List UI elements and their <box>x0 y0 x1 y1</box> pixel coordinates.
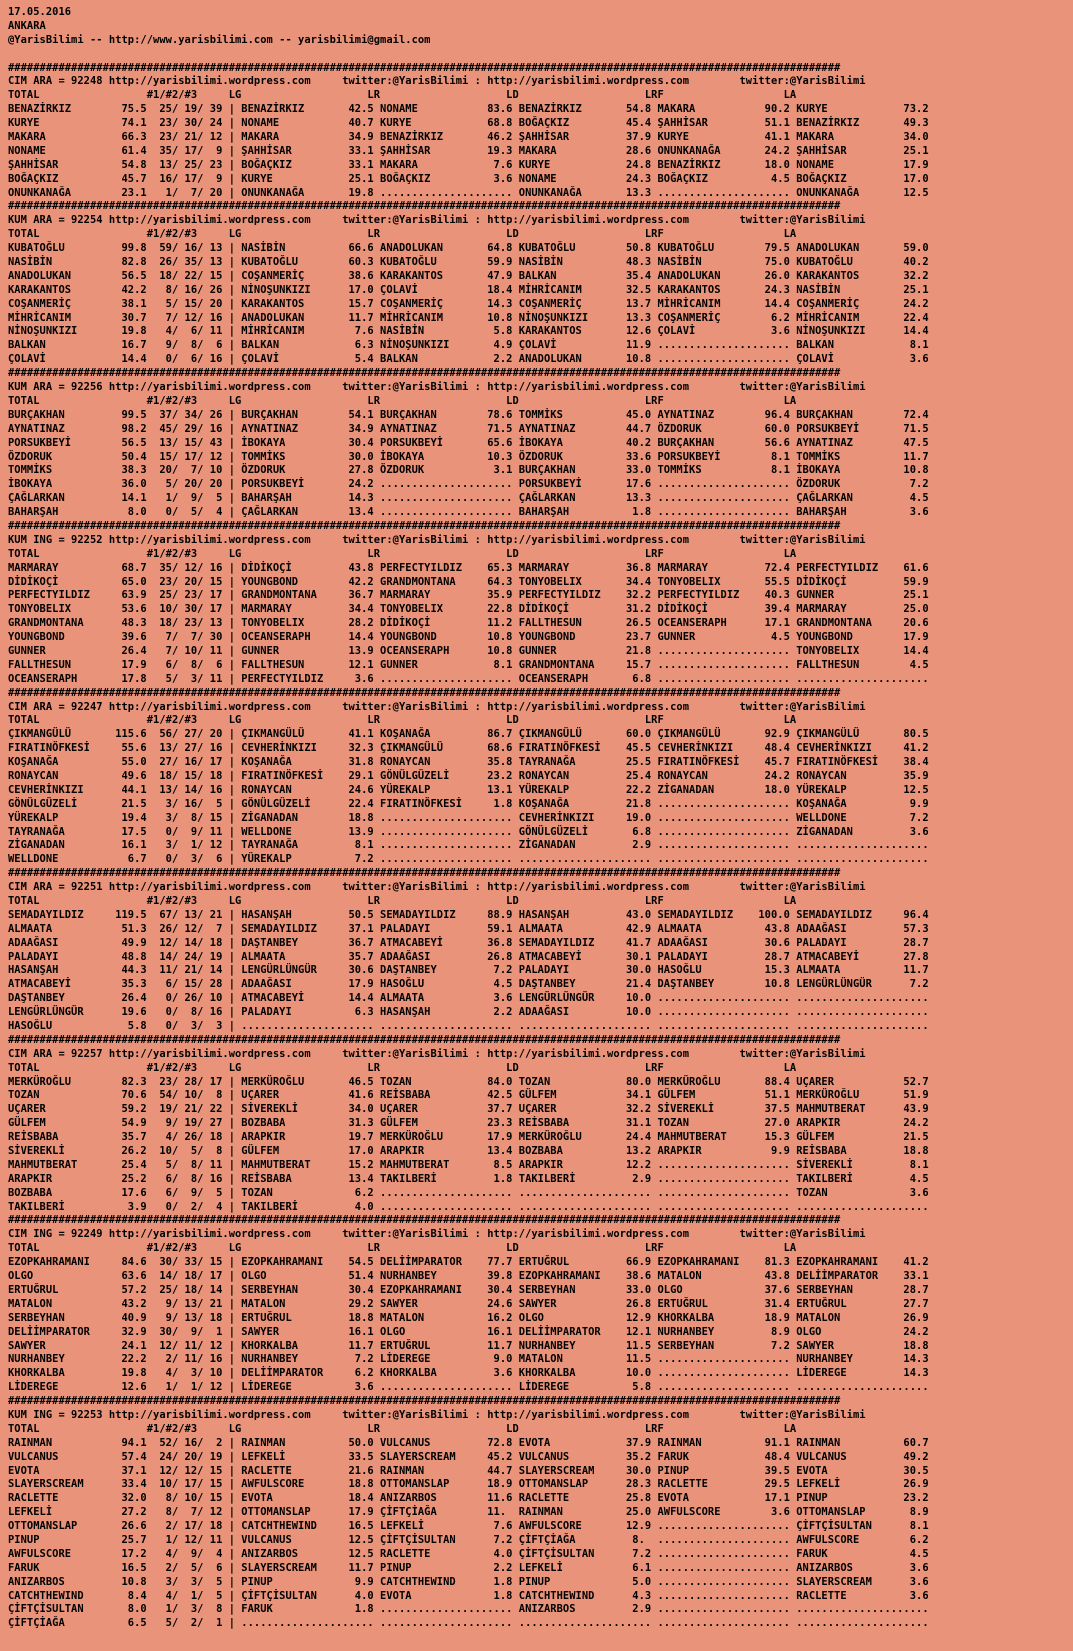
horse-row: CEVHERİNKIZI 44.1 13/ 14/ 16 | RONAYCAN 24.6 YÜREKALP 13.1 YÜREKALP 22.2 ZİGANADAN 18.0 YÜREKALP 12.5 <box>8 783 929 796</box>
report-date: 17.05.2016 <box>8 6 72 18</box>
horse-row: NONAME 61.4 35/ 17/ 9 | ŞAHHİSAR 33.1 ŞAHHİSAR 19.3 MAKARA 28.6 ONUNKANAĞA 24.2 ŞAHHİSAR 25.1 <box>8 144 929 157</box>
horse-row: GRANDMONTANA 48.3 18/ 23/ 13 | TONYOBELIX 28.2 DİDİKOÇİ 11.2 FALLTHESUN 26.5 OCEANSERAPH 17.1 GRANDMONTANA 20.6 <box>8 617 929 630</box>
column-header: TOTAL #1/#2/#3 LG LR LD LRF LA <box>8 89 797 102</box>
column-header: TOTAL #1/#2/#3 LG LR LD LRF LA <box>8 1422 797 1435</box>
column-header: TOTAL #1/#2/#3 LG LR LD LRF LA <box>8 1061 797 1074</box>
column-header: TOTAL #1/#2/#3 LG LR LD LRF LA <box>8 895 797 907</box>
horse-row: BENAZİRKIZ 75.5 25/ 19/ 39 | BENAZİRKIZ 42.5 NONAME 83.6 BENAZİRKIZ 54.8 MAKARA 90.2 KURYE 73.2 <box>8 103 929 116</box>
horse-row: ALMAATA 51.3 26/ 12/ 7 | SEMADAYILDIZ 37.1 PALADAYI 59.1 ALMAATA 42.9 ALMAATA 43.8 ADAAĞASI 57.3 <box>8 922 929 935</box>
horse-row: MAHMUTBERAT 25.4 5/ 8/ 11 | MAHMUTBERAT 15.2 MAHMUTBERAT 8.5 ARAPKIR 12.2 ..................... SİVEREKLİ 8.1 <box>8 1158 929 1171</box>
report-city: ANKARA <box>8 19 46 32</box>
column-header: TOTAL #1/#2/#3 LG LR LD LRF LA <box>8 547 797 560</box>
horse-row: OCEANSERAPH 17.8 5/ 3/ 11 | PERFECTYILDIZ 3.6 ..................... OCEANSERAPH 6.8 ..................... ..................... <box>8 672 929 685</box>
horse-row: ANIZARBOS 10.8 3/ 3/ 5 | PINUP 9.9 CATCHTHEWIND 1.8 PINUP 5.0 ..................... SLAYERSCREAM 3.6 <box>8 1575 929 1588</box>
race-list <box>8 62 1073 1632</box>
race-title: KUM ING = 92252 http://yarisbilimi.wordpress.com twitter:@YarisBilimi : http://yarisbilimi.wordpress.com twitter:@YarisBilimi <box>8 533 866 546</box>
race-title: CIM ING = 92249 http://yarisbilimi.wordpress.com twitter:@YarisBilimi : http://yarisbilimi.wordpress.com twitter:@YarisBilimi <box>8 1228 866 1241</box>
horse-row: LİDEREGE 12.6 1/ 1/ 12 | LİDEREGE 3.6 ..................... LİDEREGE 5.8 ..................... ..................... <box>8 1381 929 1394</box>
horse-row: MİHRİCANIM 30.7 7/ 12/ 16 | ANADOLUKAN 11.7 MİHRİCANIM 10.8 NİNOŞUNKIZI 13.3 COŞANMERİÇ 6.2 MİHRİCANIM 22.4 <box>8 311 929 324</box>
separator-line: #################################################################################################################################### <box>8 200 841 213</box>
separator-line: #################################################################################################################################### <box>8 367 841 380</box>
horse-row: BALKAN 16.7 9/ 8/ 6 | BALKAN 6.3 NİNOŞUNKIZI 4.9 ÇOLAVİ 11.9 ..................... BALKAN 8.1 <box>8 339 929 352</box>
horse-row: RAINMAN 94.1 52/ 16/ 2 | RAINMAN 50.0 VULCANUS 72.8 EVOTA 37.9 RAINMAN 91.1 RAINMAN 60.7 <box>8 1436 929 1449</box>
horse-row: PINUP 25.7 1/ 12/ 11 | VULCANUS 12.5 ÇİFTÇİSULTAN 7.2 ÇİFTÇİAĞA 8. ..................... AWFULSCORE 6.2 <box>8 1533 929 1546</box>
race-block <box>8 367 1073 520</box>
race-title: CIM ARA = 92247 http://yarisbilimi.wordpress.com twitter:@YarisBilimi : http://yarisbilimi.wordpress.com twitter:@YarisBilimi <box>8 700 866 713</box>
race-block <box>8 687 1073 868</box>
race-title: CIM ARA = 92251 http://yarisbilimi.wordpress.com twitter:@YarisBilimi : http://yarisbilimi.wordpress.com twitter:@YarisBilimi <box>8 881 866 894</box>
column-header: TOTAL #1/#2/#3 LG LR LD LRF LA <box>8 228 797 241</box>
spacer <box>8 48 1073 62</box>
horse-row: NASİBİN 82.8 26/ 35/ 13 | KUBATOĞLU 60.3 KUBATOĞLU 59.9 NASİBİN 48.3 NASİBİN 75.0 KUBATOĞLU 40.2 <box>8 256 929 269</box>
horse-row: EZOPKAHRAMANI 84.6 30/ 33/ 15 | EZOPKAHRAMANI 54.5 DELİİMPARATOR 77.7 ERTUĞRUL 66.9 EZOPKAHRAMANI 81.3 EZOPKAHRAMANI 41.2 <box>8 1256 929 1269</box>
horse-row: OTTOMANSLAP 26.6 2/ 17/ 18 | CATCHTHEWIND 16.5 LEFKELİ 7.6 AWFULSCORE 12.9 ..................... ÇİFTÇİSULTAN 8.1 <box>8 1520 929 1533</box>
horse-row: HASANŞAH 44.3 11/ 21/ 14 | LENGÜRLÜNGÜR 30.6 DAŞTANBEY 7.2 PALADAYI 30.0 HASOĞLU 15.3 ALMAATA 11.7 <box>8 964 929 977</box>
column-header: TOTAL #1/#2/#3 LG LR LD LRF LA <box>8 394 797 407</box>
horse-row: VULCANUS 57.4 24/ 20/ 19 | LEFKELİ 33.5 SLAYERSCREAM 45.2 VULCANUS 35.2 FARUK 48.4 VULCANUS 49.2 <box>8 1450 929 1463</box>
horse-row: HASOĞLU 5.8 0/ 3/ 3 | ..................... ..................... ..................... ..................... ..................... <box>8 1020 929 1033</box>
horse-row: DELİİMPARATOR 32.9 30/ 9/ 1 | SAWYER 16.1 OLGO 16.1 DELİİMPARATOR 12.1 NURHANBEY 8.9 OLGO 24.2 <box>8 1325 929 1338</box>
horse-row: ANADOLUKAN 56.5 18/ 22/ 15 | COŞANMERİÇ 38.6 KARAKANTOS 47.9 BALKAN 35.4 ANADOLUKAN 26.0 KARAKANTOS 32.2 <box>8 269 929 282</box>
separator-line: #################################################################################################################################### <box>8 61 841 74</box>
horse-row: KARAKANTOS 42.2 8/ 16/ 26 | NİNOŞUNKIZI 17.0 ÇOLAVİ 18.4 MİHRİCANIM 32.5 KARAKANTOS 24.3 NASİBİN 25.1 <box>8 283 929 296</box>
horse-row: MAKARA 66.3 23/ 21/ 12 | MAKARA 34.9 BENAZİRKIZ 46.2 ŞAHHİSAR 37.9 KURYE 41.1 MAKARA 34.0 <box>8 131 929 144</box>
horse-row: KURYE 74.1 23/ 30/ 24 | NONAME 40.7 KURYE 68.8 BOĞAÇKIZ 45.4 ŞAHHİSAR 51.1 BENAZİRKIZ 49.3 <box>8 117 929 130</box>
horse-row: WELLDONE 6.7 0/ 3/ 6 | YÜREKALP 7.2 ..................... ..................... ..................... ..................... <box>8 853 929 866</box>
horse-row: KOŞANAĞA 55.0 27/ 16/ 17 | KOŞANAĞA 31.8 RONAYCAN 35.8 TAYRANAĞA 25.5 FIRATINÖFKESİ 45.7 FIRATINÖFKESİ 38.4 <box>8 756 929 769</box>
horse-row: UÇARER 59.2 19/ 21/ 22 | SİVEREKLİ 34.0 UÇARER 37.7 UÇARER 32.2 SİVEREKLİ 37.5 MAHMUTBERAT 43.9 <box>8 1103 929 1116</box>
horse-row: ÇİFTÇİAĞA 6.5 5/ 2/ 1 | ..................... ..................... ..................... ..................... ..................... <box>8 1617 929 1630</box>
horse-row: ONUNKANAĞA 23.1 1/ 7/ 20 | ONUNKANAĞA 19.8 ..................... ONUNKANAĞA 13.3 ..................... ONUNKANAĞA 12.5 <box>8 186 929 199</box>
horse-row: İBOKAYA 36.0 5/ 20/ 20 | PORSUKBEYİ 24.2 ..................... PORSUKBEYİ 17.6 ..................... ÖZDORUK 7.2 <box>8 478 929 491</box>
horse-row: TAKILBERİ 3.9 0/ 2/ 4 | TAKILBERİ 4.0 ..................... ..................... ..................... ..................... <box>8 1200 929 1213</box>
horse-row: KHORKALBA 19.8 4/ 3/ 10 | DELİİMPARATOR 6.2 KHORKALBA 3.6 KHORKALBA 10.0 ..................... LİDEREGE 14.3 <box>8 1367 929 1380</box>
horse-row: COŞANMERİÇ 38.1 5/ 15/ 20 | KARAKANTOS 15.7 COŞANMERİÇ 14.3 COŞANMERİÇ 13.7 MİHRİCANIM 14.4 COŞANMERİÇ 24.2 <box>8 297 929 310</box>
horse-row: MATALON 43.2 9/ 13/ 21 | MATALON 29.2 SAWYER 24.6 SAWYER 26.8 ERTUĞRUL 31.4 ERTUĞRUL 27.7 <box>8 1297 929 1310</box>
race-title: KUM ING = 92253 http://yarisbilimi.wordpress.com twitter:@YarisBilimi : http://yarisbilimi.wordpress.com twitter:@YarisBilimi <box>8 1408 866 1421</box>
column-header: TOTAL #1/#2/#3 LG LR LD LRF LA <box>8 1242 797 1255</box>
separator-line: #################################################################################################################################### <box>8 686 841 699</box>
horse-row: PORSUKBEYİ 56.5 13/ 15/ 43 | İBOKAYA 30.4 PORSUKBEYİ 65.6 İBOKAYA 40.2 BURÇAKHAN 56.6 AYNATINAZ 47.5 <box>8 436 929 449</box>
separator-line: #################################################################################################################################### <box>8 1033 841 1046</box>
separator-line: #################################################################################################################################### <box>8 1395 841 1408</box>
horse-row: ADAAĞASI 49.9 12/ 14/ 18 | DAŞTANBEY 36.7 ATMACABEYİ 36.8 SEMADAYILDIZ 41.7 ADAAĞASI 30.6 PALADAYI 28.7 <box>8 936 929 949</box>
race-block <box>8 1395 1073 1631</box>
horse-row: TOMMİKS 38.3 20/ 7/ 10 | ÖZDORUK 27.8 ÖZDORUK 3.1 BURÇAKHAN 33.0 TOMMİKS 8.1 İBOKAYA 10.8 <box>8 464 929 477</box>
horse-row: CATCHTHEWIND 8.4 4/ 1/ 5 | ÇİFTÇİSULTAN 4.0 EVOTA 1.8 CATCHTHEWIND 4.3 ..................... RACLETTE 3.6 <box>8 1589 929 1602</box>
horse-row: YÜREKALP 19.4 3/ 8/ 15 | ZİGANADAN 18.8 ..................... CEVHERİNKIZI 19.0 ..................... WELLDONE 7.2 <box>8 811 929 824</box>
column-header: TOTAL #1/#2/#3 LG LR LD LRF LA <box>8 714 797 727</box>
horse-row: ATMACABEYİ 35.3 6/ 15/ 28 | ADAAĞASI 17.9 HASOĞLU 4.5 DAŞTANBEY 21.4 DAŞTANBEY 10.8 LENGÜRLÜNGÜR 7.2 <box>8 978 929 991</box>
horse-row: PALADAYI 48.8 14/ 24/ 19 | ALMAATA 35.7 ADAAĞASI 26.8 ATMACABEYİ 30.1 PALADAYI 28.7 ATMACABEYİ 27.8 <box>8 950 929 963</box>
horse-row: ŞAHHİSAR 54.8 13/ 25/ 23 | BOĞAÇKIZ 33.1 MAKARA 7.6 KURYE 24.8 BENAZİRKIZ 18.0 NONAME 17.9 <box>8 158 929 171</box>
horse-row: SERBEYHAN 40.9 9/ 13/ 18 | ERTUĞRUL 18.8 MATALON 16.2 OLGO 12.9 KHORKALBA 18.9 MATALON 26.9 <box>8 1311 929 1324</box>
horse-row: BOĞAÇKIZ 45.7 16/ 17/ 9 | KURYE 25.1 BOĞAÇKIZ 3.6 NONAME 24.3 BOĞAÇKIZ 4.5 BOĞAÇKIZ 17.0 <box>8 172 929 185</box>
horse-row: ÇOLAVİ 14.4 0/ 6/ 16 | ÇOLAVİ 5.4 BALKAN 2.2 ANADOLUKAN 10.8 ..................... ÇOLAVİ 3.6 <box>8 353 929 366</box>
horse-row: ZİGANADAN 16.1 3/ 1/ 12 | TAYRANAĞA 8.1 ..................... ZİGANADAN 2.9 ..................... ..................... <box>8 839 929 852</box>
horse-row: MERKÜROĞLU 82.3 23/ 28/ 17 | MERKÜROĞLU 46.5 TOZAN 84.0 TOZAN 80.0 MERKÜROĞLU 88.4 UÇARER 52.7 <box>8 1075 929 1088</box>
horse-row: MARMARAY 68.7 35/ 12/ 16 | DİDİKOÇİ 43.8 PERFECTYILDIZ 65.3 MARMARAY 36.8 MARMARAY 72.4 PERFECTYILDIZ 61.6 <box>8 561 929 574</box>
horse-row: DAŞTANBEY 26.4 0/ 26/ 10 | ATMACABEYİ 14.4 ALMAATA 3.6 LENGÜRLÜNGÜR 10.0 ..................... ..................... <box>8 992 929 1005</box>
contact-line: @YarisBilimi -- http://www.yarisbilimi.com -- yarisbilimi@gmail.com <box>8 33 431 46</box>
horse-row: ERTUĞRUL 57.2 25/ 18/ 14 | SERBEYHAN 30.4 EZOPKAHRAMANI 30.4 SERBEYHAN 33.0 OLGO 37.6 SERBEYHAN 28.7 <box>8 1283 929 1296</box>
horse-row: SLAYERSCREAM 33.4 10/ 17/ 15 | AWFULSCORE 18.8 OTTOMANSLAP 18.9 OTTOMANSLAP 28.3 RACLETTE 29.5 LEFKELİ 26.9 <box>8 1478 929 1491</box>
horse-row: RACLETTE 32.0 8/ 10/ 15 | EVOTA 18.4 ANIZARBOS 11.6 RACLETTE 25.8 EVOTA 17.1 PINUP 23.2 <box>8 1492 929 1505</box>
horse-row: NİNOŞUNKIZI 19.8 4/ 6/ 11 | MİHRİCANIM 7.6 NASİBİN 5.8 KARAKANTOS 12.6 ÇOLAVİ 3.6 NİNOŞUNKIZI 14.4 <box>8 325 929 338</box>
race-block <box>8 62 1073 201</box>
horse-row: OLGO 63.6 14/ 18/ 17 | OLGO 51.4 NURHANBEY 39.8 EZOPKAHRAMANI 38.6 MATALON 43.8 DELİİMPARATOR 33.1 <box>8 1270 929 1283</box>
separator-line: #################################################################################################################################### <box>8 1214 841 1227</box>
horse-row: LENGÜRLÜNGÜR 19.6 0/ 8/ 16 | PALADAYI 6.3 HASANŞAH 2.2 ADAAĞASI 10.0 ..................... ..................... <box>8 1006 929 1019</box>
horse-row: GÖNÜLGÜZELİ 21.5 3/ 16/ 5 | GÖNÜLGÜZELİ 22.4 FIRATINÖFKESİ 1.8 KOŞANAĞA 21.8 ..................... KOŞANAĞA 9.9 <box>8 797 929 810</box>
horse-row: NURHANBEY 22.2 2/ 11/ 16 | NURHANBEY 7.2 LİDEREGE 9.0 MATALON 11.5 ..................... NURHANBEY 14.3 <box>8 1353 929 1366</box>
horse-row: TOZAN 70.6 54/ 10/ 8 | UÇARER 41.6 REİSBABA 42.5 GÜLFEM 34.1 GÜLFEM 51.1 MERKÜROĞLU 51.9 <box>8 1089 929 1102</box>
race-block <box>8 200 1073 367</box>
horse-row: GÜLFEM 54.9 9/ 19/ 27 | BOZBABA 31.3 GÜLFEM 23.3 REİSBABA 31.1 TOZAN 27.0 ARAPKIR 24.2 <box>8 1117 929 1130</box>
horse-row: EVOTA 37.1 12/ 12/ 15 | RACLETTE 21.6 RAINMAN 44.7 SLAYERSCREAM 30.0 PINUP 39.5 EVOTA 30.5 <box>8 1464 929 1477</box>
horse-row: SİVEREKLİ 26.2 10/ 5/ 8 | GÜLFEM 17.0 ARAPKIR 13.4 BOZBABA 13.2 ARAPKIR 9.9 REİSBABA 18.8 <box>8 1145 929 1158</box>
horse-row: FALLTHESUN 17.9 6/ 8/ 6 | FALLTHESUN 12.1 GUNNER 8.1 GRANDMONTANA 15.7 ..................... FALLTHESUN 4.5 <box>8 658 929 671</box>
horse-row: BAHARŞAH 8.0 0/ 5/ 4 | ÇAĞLARKAN 13.4 ..................... BAHARŞAH 1.8 ..................... BAHARŞAH 3.6 <box>8 506 929 519</box>
race-title: CIM ARA = 92257 http://yarisbilimi.wordpress.com twitter:@YarisBilimi : http://yarisbilimi.wordpress.com twitter:@YarisBilimi <box>8 1047 866 1060</box>
race-block <box>8 520 1073 687</box>
horse-row: FARUK 16.5 2/ 5/ 6 | SLAYERSCREAM 11.7 PINUP 2.2 LEFKELİ 6.1 ..................... ANIZARBOS 3.6 <box>8 1561 929 1574</box>
horse-row: BOZBABA 17.6 6/ 9/ 5 | TOZAN 6.2 ..................... ..................... ..................... TOZAN 3.6 <box>8 1186 929 1199</box>
horse-row: LEFKELİ 27.2 8/ 7/ 12 | OTTOMANSLAP 17.9 ÇİFTÇİAĞA 11. RAINMAN 25.0 AWFULSCORE 3.6 OTTOMANSLAP 8.9 <box>8 1506 929 1519</box>
separator-line: #################################################################################################################################### <box>8 867 841 880</box>
horse-row: BURÇAKHAN 99.5 37/ 34/ 26 | BURÇAKHAN 54.1 BURÇAKHAN 78.6 TOMMİKS 45.0 AYNATINAZ 96.4 BURÇAKHAN 72.4 <box>8 408 929 421</box>
horse-row: ÇAĞLARKAN 14.1 1/ 9/ 5 | BAHARŞAH 14.3 ..................... ÇAĞLARKAN 13.3 ..................... ÇAĞLARKAN 4.5 <box>8 492 929 505</box>
race-title: KUM ARA = 92256 http://yarisbilimi.wordpress.com twitter:@YarisBilimi : http://yarisbilimi.wordpress.com twitter:@YarisBilimi <box>8 381 866 394</box>
race-title: CIM ARA = 92248 http://yarisbilimi.wordpress.com twitter:@YarisBilimi : http://yarisbilimi.wordpress.com twitter:@YarisBilimi <box>8 75 866 88</box>
horse-row: ÖZDORUK 50.4 15/ 17/ 12 | TOMMİKS 30.0 İBOKAYA 10.3 ÖZDORUK 33.6 PORSUKBEYİ 8.1 TOMMİKS 11.7 <box>8 450 929 463</box>
horse-row: FIRATINÖFKESİ 55.6 13/ 27/ 16 | CEVHERİNKIZI 32.3 ÇIKMANGÜLÜ 68.6 FIRATINÖFKESİ 45.5 CEVHERİNKIZI 48.4 CEVHERİNKIZI 41.2 <box>8 742 929 755</box>
horse-row: ÇIKMANGÜLÜ 115.6 56/ 27/ 20 | ÇIKMANGÜLÜ 41.1 KOŞANAĞA 86.7 ÇIKMANGÜLÜ 60.0 ÇIKMANGÜLÜ 92.9 ÇIKMANGÜLÜ 80.5 <box>8 728 929 741</box>
separator-line: #################################################################################################################################### <box>8 519 841 532</box>
race-block <box>8 1034 1073 1215</box>
horse-row: ARAPKIR 25.2 6/ 8/ 16 | REİSBABA 13.4 TAKILBERİ 1.8 TAKILBERİ 2.9 ..................... TAKILBERİ 4.5 <box>8 1172 929 1185</box>
horse-row: TAYRANAĞA 17.5 0/ 9/ 11 | WELLDONE 13.9 ..................... GÖNÜLGÜZELİ 6.8 ..................... ZİGANADAN 3.6 <box>8 825 929 838</box>
horse-row: SEMADAYILDIZ 119.5 67/ 13/ 21 | HASANŞAH 50.5 SEMADAYILDIZ 88.9 HASANŞAH 43.0 SEMADAYILDIZ 100.0 SEMADAYILDIZ 96.4 <box>8 908 929 921</box>
horse-row: ÇİFTÇİSULTAN 8.0 1/ 3/ 8 | FARUK 1.8 ..................... ANIZARBOS 2.9 ..................... ..................... <box>8 1603 929 1616</box>
horse-row: SAWYER 24.1 12/ 11/ 12 | KHORKALBA 11.7 ERTUĞRUL 11.7 NURHANBEY 11.5 SERBEYHAN 7.2 SAWYER 18.8 <box>8 1339 929 1352</box>
horse-row: YOUNGBOND 39.6 7/ 7/ 30 | OCEANSERAPH 14.4 YOUNGBOND 10.8 YOUNGBOND 23.7 GUNNER 4.5 YOUNGBOND 17.9 <box>8 631 929 644</box>
race-title: KUM ARA = 92254 http://yarisbilimi.wordpress.com twitter:@YarisBilimi : http://yarisbilimi.wordpress.com twitter:@YarisBilimi <box>8 214 866 227</box>
horse-row: GUNNER 26.4 7/ 10/ 11 | GUNNER 13.9 OCEANSERAPH 10.8 GUNNER 21.8 ..................... TONYOBELIX 14.4 <box>8 644 929 657</box>
horse-row: TONYOBELIX 53.6 10/ 30/ 17 | MARMARAY 34.4 TONYOBELIX 22.8 DİDİKOÇİ 31.2 DİDİKOÇİ 39.4 MARMARAY 25.0 <box>8 603 929 616</box>
horse-row: RONAYCAN 49.6 18/ 15/ 18 | FIRATINÖFKESİ 29.1 GÖNÜLGÜZELİ 23.2 RONAYCAN 25.4 RONAYCAN 24.2 RONAYCAN 35.9 <box>8 769 929 782</box>
horse-row: KUBATOĞLU 99.8 59/ 16/ 13 | NASİBİN 66.6 ANADOLUKAN 64.8 KUBATOĞLU 50.8 KUBATOĞLU 79.5 ANADOLUKAN 59.0 <box>8 242 929 255</box>
horse-row: AWFULSCORE 17.2 4/ 9/ 4 | ANIZARBOS 12.5 RACLETTE 4.0 ÇİFTÇİSULTAN 7.2 ..................... FARUK 4.5 <box>8 1547 929 1560</box>
race-block <box>8 867 1073 1034</box>
horse-row: PERFECTYILDIZ 63.9 25/ 23/ 17 | GRANDMONTANA 36.7 MARMARAY 35.9 PERFECTYILDIZ 32.2 PERFECTYILDIZ 40.3 GUNNER 25.1 <box>8 589 929 602</box>
horse-row: AYNATINAZ 98.2 45/ 29/ 16 | AYNATINAZ 34.9 AYNATINAZ 71.5 AYNATINAZ 44.7 ÖZDORUK 60.0 PORSUKBEYİ 71.5 <box>8 422 929 435</box>
horse-row: REİSBABA 35.7 4/ 26/ 18 | ARAPKIR 19.7 MERKÜROĞLU 17.9 MERKÜROĞLU 24.4 MAHMUTBERAT 15.3 GÜLFEM 21.5 <box>8 1131 929 1144</box>
horse-row: DİDİKOÇİ 65.0 23/ 20/ 15 | YOUNGBOND 42.2 GRANDMONTANA 64.3 TONYOBELIX 34.4 TONYOBELIX 55.5 DİDİKOÇİ 59.9 <box>8 575 929 588</box>
race-block <box>8 1214 1073 1395</box>
